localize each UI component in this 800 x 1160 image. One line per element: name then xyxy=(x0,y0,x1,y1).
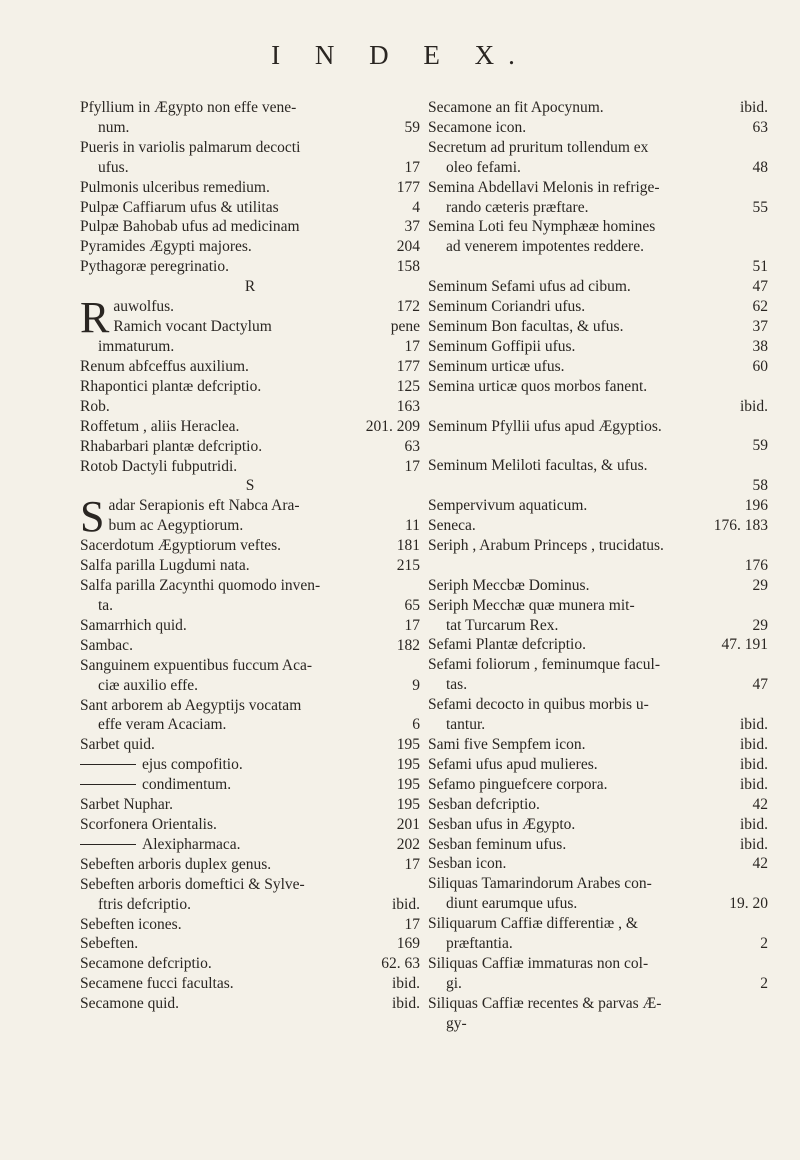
entry-text: Rhabarbari plantæ defcriptio. xyxy=(80,437,263,455)
entry-text: adar Serapionis eft Nabca Ara- xyxy=(108,497,300,515)
index-column-left xyxy=(80,98,420,1014)
index-entry xyxy=(80,98,420,118)
entry-page: 29 xyxy=(752,616,768,634)
entry-page: 2 xyxy=(760,974,768,992)
index-entry xyxy=(428,297,768,317)
entry-text: condimentum. xyxy=(80,775,391,795)
entry-text: præftantia. xyxy=(446,935,513,953)
index-entry xyxy=(428,198,768,218)
entry-text: Secamone quid. xyxy=(80,995,180,1013)
page-header: I N D E X. xyxy=(271,40,529,70)
index-entry xyxy=(80,237,420,257)
index-entry xyxy=(428,675,768,695)
drop-cap-entry xyxy=(80,496,420,536)
entry-text: Secamone icon. xyxy=(428,118,527,136)
entry-page: 172 xyxy=(396,298,420,316)
index-entry xyxy=(80,158,420,178)
index-entry xyxy=(428,616,768,636)
entry-page: 195 xyxy=(396,776,420,794)
entry-page: 201. 209 xyxy=(365,417,420,435)
entry-page: ibid. xyxy=(740,815,768,833)
entry-text: Pulmonis ulceribus remedium. xyxy=(80,178,270,196)
entry-text: Sefamo pinguefcere corpora. xyxy=(428,775,608,793)
index-entry xyxy=(80,576,420,596)
entry-text: Sesban defcriptio. xyxy=(428,795,540,813)
index-entry xyxy=(428,874,768,894)
entry-page: 6 xyxy=(412,716,420,734)
entry-text: Sami five Sempfem icon. xyxy=(428,736,586,753)
entry-text: Seriph Meccbæ Dominus. xyxy=(428,576,590,594)
index-entry xyxy=(80,417,420,437)
index-entry xyxy=(80,536,420,556)
entry-page: 37 xyxy=(404,218,420,236)
index-entry xyxy=(428,456,768,476)
index-entry xyxy=(80,974,420,994)
entry-page: 11 xyxy=(405,517,420,535)
entry-text: gy- xyxy=(446,1014,467,1032)
index-entry xyxy=(428,178,768,198)
entry-page: 195 xyxy=(396,736,420,754)
entry-text: Seminum urticæ ufus. xyxy=(428,357,565,375)
index-entry xyxy=(428,576,768,596)
entry-text: Pythagoræ peregrinatio. xyxy=(80,258,229,276)
entry-text: tat Turcarum Rex. xyxy=(446,616,559,634)
index-entry xyxy=(80,755,420,775)
index-entry xyxy=(80,915,420,935)
index-entry xyxy=(80,616,420,636)
entry-text: Sebeften arboris domeftici & Sylve- xyxy=(80,875,305,893)
index-entry xyxy=(80,138,420,158)
entry-page: 176. 183 xyxy=(713,517,768,535)
entry-page: pene xyxy=(390,317,420,335)
entry-text: Samarrhich quid. xyxy=(80,616,187,634)
index-entry xyxy=(80,337,420,357)
ditto-dash xyxy=(80,844,136,845)
entry-text: Siliquas Caffiæ immaturas non col- xyxy=(428,954,649,972)
index-entry xyxy=(80,895,420,915)
section-letter: R xyxy=(244,278,256,296)
index-entry xyxy=(80,835,420,855)
index-entry xyxy=(428,496,768,516)
entry-text: Siliquas Caffiæ recentes & parvas Æ- xyxy=(428,994,662,1012)
entry-text: Secamene fucci facultas. xyxy=(80,975,234,993)
entry-page: 177 xyxy=(396,178,420,196)
entry-page: 17 xyxy=(404,457,420,475)
entry-page: 204 xyxy=(396,238,420,256)
entry-page: 9 xyxy=(412,676,420,694)
entry-page: ibid. xyxy=(392,975,420,993)
entry-text: ad venerem impotentes reddere. xyxy=(446,238,644,256)
entry-text: Sarbet quid. xyxy=(80,736,155,754)
entry-text: tas. xyxy=(446,676,468,694)
index-entry xyxy=(428,536,768,556)
entry-text: Seminum Sefami ufus ad cibum. xyxy=(428,278,631,296)
entry-text: num. xyxy=(98,118,130,136)
entry-text: Sefami foliorum , feminumque facul- xyxy=(428,656,661,674)
entry-page: ibid. xyxy=(740,775,768,793)
entry-text: Seriph , Arabum Princeps , trucidatus. xyxy=(428,536,664,554)
entry-page: ibid. xyxy=(740,736,768,753)
index-entry xyxy=(80,934,420,954)
index-entry xyxy=(80,118,420,138)
entry-text: Sarbet Nuphar. xyxy=(80,796,173,814)
entry-page: ibid. xyxy=(740,835,768,853)
entry-page: ibid. xyxy=(740,397,768,415)
entry-text: effe veram Acaciam. xyxy=(98,716,227,734)
index-entry xyxy=(80,198,420,218)
entry-text: Siliquas Tamarindorum Arabes con- xyxy=(428,875,652,893)
entry-text: immaturum. xyxy=(98,338,175,356)
index-entry xyxy=(428,237,768,257)
entry-page: 60 xyxy=(752,357,768,375)
index-entry xyxy=(428,257,768,277)
entry-page: ibid. xyxy=(740,99,768,116)
index-entry xyxy=(428,277,768,297)
index-entry xyxy=(428,317,768,337)
index-entry xyxy=(80,636,420,656)
drop-cap-entry xyxy=(80,297,420,337)
index-entry xyxy=(428,715,768,735)
index-entry xyxy=(428,337,768,357)
index-entry xyxy=(428,98,768,118)
entry-text: Sambac. xyxy=(80,636,133,654)
entry-page: 4 xyxy=(412,198,420,216)
drop-cap: S xyxy=(80,496,105,537)
ditto-dash xyxy=(80,764,136,765)
index-entry xyxy=(80,457,420,477)
entry-page: 17 xyxy=(404,338,420,356)
index-entry xyxy=(428,994,768,1014)
entry-text: Sebeften. xyxy=(80,935,139,953)
entry-text: Alexipharmaca. xyxy=(80,835,391,855)
index-entry xyxy=(428,775,768,795)
entry-page: 182 xyxy=(396,636,420,654)
entry-page: 201 xyxy=(396,816,420,833)
entry-page: 17 xyxy=(404,915,420,933)
index-entry xyxy=(428,655,768,675)
index-entry xyxy=(428,974,768,994)
entry-page: 38 xyxy=(752,337,768,355)
index-entry xyxy=(80,855,420,875)
entry-page: 55 xyxy=(752,198,768,216)
index-entry xyxy=(80,696,420,716)
entry-page: 42 xyxy=(752,795,768,813)
entry-page: 17 xyxy=(404,158,420,176)
entry-text: Secamone defcriptio. xyxy=(80,955,212,973)
entry-page: ibid. xyxy=(740,716,768,734)
index-entry xyxy=(80,815,420,835)
entry-text: Seminum Coriandri ufus. xyxy=(428,298,586,316)
index-entry xyxy=(80,217,420,237)
entry-page: 62. 63 xyxy=(381,955,420,973)
entry-text: Sanguinem expuentibus fuccum Aca- xyxy=(80,656,313,674)
entry-page: 163 xyxy=(396,397,420,415)
entry-page: 125 xyxy=(396,377,420,395)
index-entry xyxy=(80,357,420,377)
entry-text: Seminum Meliloti facultas, & ufus. xyxy=(428,457,648,475)
index-entry xyxy=(80,875,420,895)
index-entry xyxy=(80,715,420,735)
entry-page: 181 xyxy=(396,537,420,555)
index-entry xyxy=(80,954,420,974)
index-entry xyxy=(428,635,768,655)
index-entry xyxy=(428,158,768,178)
index-entry xyxy=(80,397,420,417)
index-entry xyxy=(428,815,768,835)
entry-page: 158 xyxy=(396,258,420,276)
entry-page: 58 xyxy=(752,477,768,495)
entry-text: Renum abfceffus auxilium. xyxy=(80,357,249,375)
entry-page: 48 xyxy=(752,158,768,176)
section-letter: S xyxy=(245,477,255,495)
entry-text: Ramich vocant Dactylum xyxy=(113,317,272,335)
index-entry xyxy=(428,914,768,934)
entry-text: Rhapontici plantæ defcriptio. xyxy=(80,377,262,395)
entry-text: tantur. xyxy=(446,716,486,734)
entry-text: Secamone an fit Apocynum. xyxy=(428,99,604,116)
entry-text: Pulpæ Bahobab ufus ad medicinam xyxy=(80,218,300,236)
drop-cap: R xyxy=(80,297,110,338)
entry-text: auwolfus. xyxy=(113,298,175,316)
index-entry xyxy=(428,596,768,616)
index-entry xyxy=(80,257,420,277)
entry-text: Rob. xyxy=(80,397,110,415)
entry-text: Secretum ad pruritum tollendum ex xyxy=(428,138,649,156)
entry-text: Sebeften arboris duplex genus. xyxy=(80,855,272,873)
index-entry xyxy=(428,436,768,456)
entry-text: Sebeften icones. xyxy=(80,915,182,933)
index-entry xyxy=(428,118,768,138)
index-entry xyxy=(428,894,768,914)
index-entry xyxy=(80,735,420,755)
entry-text: Semina Abdellavi Melonis in refrige- xyxy=(428,178,660,196)
index-entry xyxy=(80,377,420,397)
entry-text: Pulpæ Caffiarum ufus & utilitas xyxy=(80,198,279,216)
entry-page: 65 xyxy=(404,597,420,615)
index-entry xyxy=(428,417,768,437)
entry-page: ibid. xyxy=(740,755,768,773)
entry-page: 195 xyxy=(396,756,420,774)
entry-text: Semina Loti feu Nymphææ homines xyxy=(428,218,656,236)
entry-text: gi. xyxy=(446,974,462,992)
index-entry xyxy=(80,795,420,815)
entry-text: Sefami ufus apud mulieres. xyxy=(428,755,598,773)
index-entry xyxy=(428,556,768,576)
entry-page: 202 xyxy=(396,835,420,853)
entry-page: 59 xyxy=(404,118,420,136)
index-entry xyxy=(80,994,420,1014)
index-entry xyxy=(80,437,420,457)
entry-text: Sefami Plantæ defcriptio. xyxy=(428,636,586,654)
index-entry xyxy=(80,775,420,795)
entry-text: Sant arborem ab Aegyptijs vocatam xyxy=(80,696,302,714)
index-entry xyxy=(428,377,768,397)
index-entry xyxy=(80,656,420,676)
index-column-right xyxy=(428,98,768,1034)
entry-page: 215 xyxy=(396,557,420,575)
entry-text: ta. xyxy=(98,597,114,615)
entry-page: 29 xyxy=(752,576,768,594)
entry-text: ciæ auxilio effe. xyxy=(98,676,199,694)
index-entry xyxy=(428,476,768,496)
index-entry xyxy=(428,516,768,536)
ditto-dash xyxy=(80,784,136,785)
entry-page: 37 xyxy=(752,317,768,335)
index-entry xyxy=(80,596,420,616)
index-entry xyxy=(428,795,768,815)
entry-text: Sesban feminum ufus. xyxy=(428,835,567,853)
entry-page: 47. 191 xyxy=(721,636,768,654)
entry-page: 195 xyxy=(396,796,420,814)
entry-page: 169 xyxy=(396,935,420,953)
entry-text: ftris defcriptio. xyxy=(98,895,191,913)
entry-page: 2 xyxy=(760,935,768,953)
entry-text: Sacerdotum Ægyptiorum veftes. xyxy=(80,537,282,555)
entry-text: Seriph Mecchæ quæ munera mit- xyxy=(428,596,635,614)
entry-text: ejus compofitio. xyxy=(80,755,391,775)
entry-text: Pueris in variolis palmarum decocti xyxy=(80,138,301,156)
index-entry xyxy=(80,556,420,576)
entry-text: ufus. xyxy=(98,158,129,176)
entry-page: 47 xyxy=(752,278,768,296)
entry-text: Pyramides Ægypti majores. xyxy=(80,238,252,256)
entry-text: Rotob Dactyli fubputridi. xyxy=(80,457,238,475)
entry-text: Scorfonera Orientalis. xyxy=(80,816,217,833)
entry-text: Sefami decocto in quibus morbis u- xyxy=(428,696,649,714)
entry-text: Sesban ufus in Ægypto. xyxy=(428,815,576,833)
index-entry xyxy=(428,1014,768,1034)
entry-page: 63 xyxy=(752,118,768,136)
entry-text: Sempervivum aquaticum. xyxy=(428,497,588,515)
entry-page: 19. 20 xyxy=(729,895,768,913)
entry-page: 42 xyxy=(752,855,768,873)
entry-text: bum ac Aegyptiorum. xyxy=(108,517,244,535)
index-entry xyxy=(80,178,420,198)
entry-page: ibid. xyxy=(392,895,420,913)
entry-page: 176 xyxy=(744,556,768,574)
index-entry xyxy=(428,755,768,775)
entry-text: Semina urticæ quos morbos fanent. xyxy=(428,377,648,395)
entry-text: Pfyllium in Ægypto non effe vene- xyxy=(80,99,297,116)
entry-text: Seminum Pfyllii ufus apud Ægyptios. xyxy=(428,417,662,435)
index-entry xyxy=(80,676,420,696)
index-entry xyxy=(428,954,768,974)
entry-text: diunt earumque ufus. xyxy=(446,895,578,913)
entry-page: 51 xyxy=(752,258,768,276)
entry-text: Roffetum , aliis Heraclea. xyxy=(80,417,240,435)
entry-text: Salfa parilla Zacynthi quomodo inven- xyxy=(80,577,321,595)
entry-page: 177 xyxy=(396,357,420,375)
entry-page: 63 xyxy=(404,437,420,455)
entry-text: Seminum Goffipii ufus. xyxy=(428,337,576,355)
entry-page: 17 xyxy=(404,616,420,634)
entry-page: ibid. xyxy=(392,995,420,1013)
index-entry xyxy=(428,735,768,755)
index-entry xyxy=(428,138,768,158)
index-entry xyxy=(428,854,768,874)
index-entry xyxy=(428,934,768,954)
entry-text: Siliquarum Caffiæ differentiæ , & xyxy=(428,915,638,933)
entry-text: Seneca. xyxy=(428,517,476,535)
index-entry xyxy=(428,835,768,855)
entry-text: Sesban icon. xyxy=(428,855,507,873)
entry-text: Seminum Bon facultas, & ufus. xyxy=(428,317,624,335)
entry-page: 47 xyxy=(752,676,768,694)
entry-page: 62 xyxy=(752,298,768,316)
index-entry xyxy=(428,695,768,715)
entry-page: 59 xyxy=(752,437,768,455)
index-entry xyxy=(428,397,768,417)
entry-text: oleo fefami. xyxy=(446,158,521,176)
index-entry xyxy=(428,217,768,237)
entry-page: 17 xyxy=(404,855,420,873)
entry-page: 196 xyxy=(744,497,768,515)
index-entry xyxy=(428,357,768,377)
entry-text: Salfa parilla Lugdumi nata. xyxy=(80,557,250,575)
entry-text: rando cæteris præftare. xyxy=(446,198,589,216)
